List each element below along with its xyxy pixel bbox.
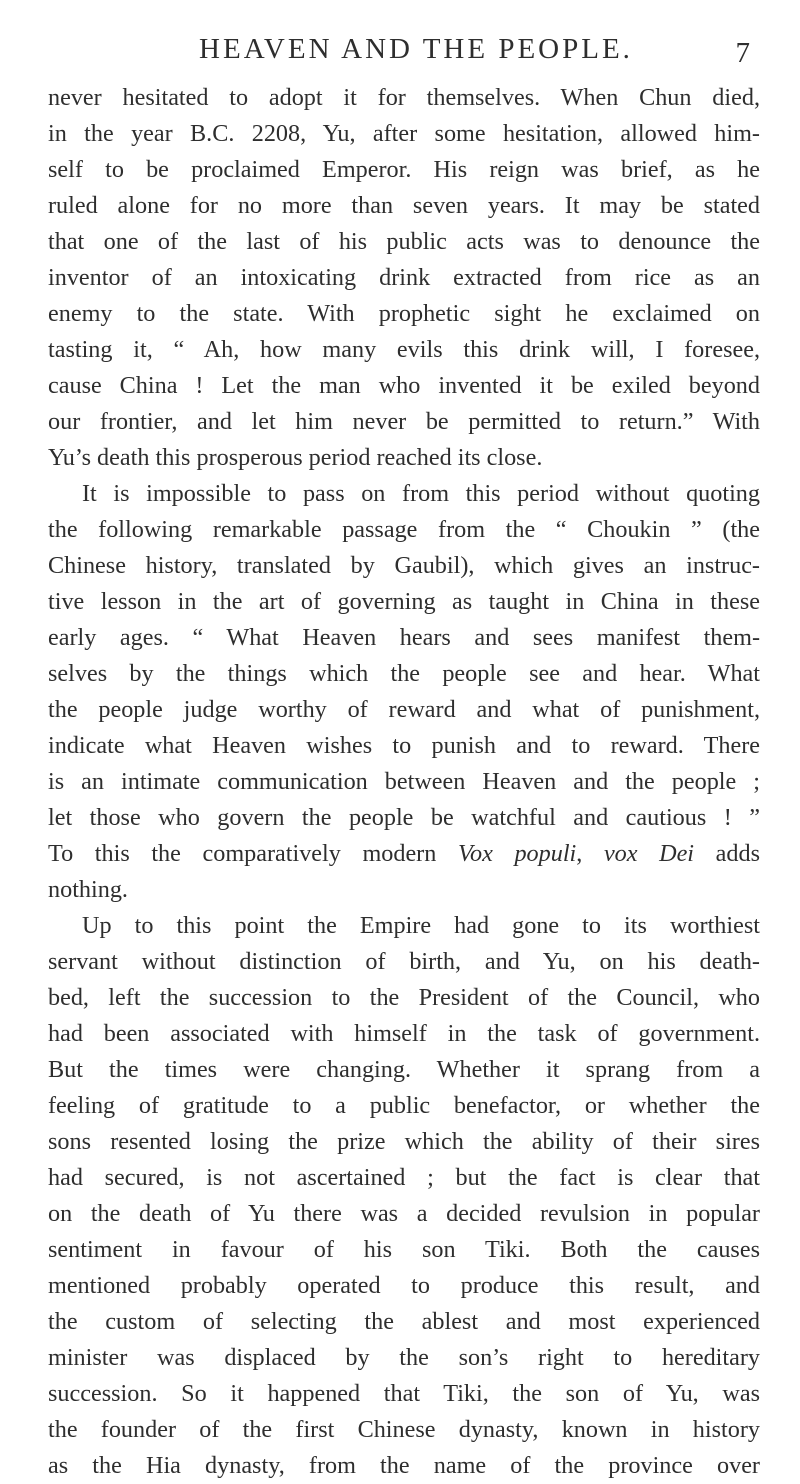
text-line: in the year B.C. 2208, Yu, after some hesitation, allowed him- [48,120,760,147]
italic-phrase: vox Dei [603,840,695,867]
text-line: selves by the things which the people see and hear. What [48,660,760,687]
text-line: mentioned probably operated to produce this result, and [48,1272,760,1299]
text-line: as the Hia dynasty, from the name of the province over [48,1452,760,1479]
text-line: It is impossible to pass on from this period without quoting [82,480,760,507]
text-line: never hesitated to adopt it for themselves. When Chun died, [48,84,760,111]
text-line: our frontier, and let him never be permitted to return.” With [48,408,760,435]
text-line: sentiment in favour of his son Tiki. Both the causes [48,1236,760,1263]
text-line: minister was displaced by the son’s right to hereditary [48,1344,760,1371]
text-line: the people judge worthy of reward and what of punishment, [48,696,760,723]
text-line: the founder of the first Chinese dynasty, known in history [48,1416,760,1443]
text-line: early ages. “ What Heaven hears and sees manifest them- [48,624,760,651]
text-line: nothing. [48,876,128,903]
text-line: To this the comparatively modern Vox populi, vox Dei adds [48,840,760,867]
text-line: succession. So it happened that Tiki, the son of Yu, was [48,1380,760,1407]
body-text [48,80,760,1484]
text-line: cause China ! Let the man who invented it be exiled beyond [48,372,760,399]
text-line: tasting it, “ Ah, how many evils this drink will, I foresee, [48,336,760,363]
text-line: indicate what Heaven wishes to punish and to reward. There [48,732,760,759]
running-title: HEAVEN AND THE PEOPLE. [199,33,633,65]
text-line: Yu’s death this prosperous period reached its close. [48,444,543,471]
text-line: enemy to the state. With prophetic sight he exclaimed on [48,300,760,327]
text-line: sons resented losing the prize which the ability of their sires [48,1128,760,1155]
text-line: had been associated with himself in the task of government. [48,1020,760,1047]
text-line: the custom of selecting the ablest and most experienced [48,1308,760,1335]
text-line: on the death of Yu there was a decided revulsion in popular [48,1200,760,1227]
text-line: the following remarkable passage from the “ Choukin ” (the [48,516,760,543]
text-line: let those who govern the people be watchful and cautious ! ” [48,804,760,831]
text-line: that one of the last of his public acts was to denounce the [48,228,760,255]
text-line: bed, left the succession to the President of the Council, who [48,984,760,1011]
text-line: is an intimate communication between Heaven and the people ; [48,768,760,795]
text-line: had secured, is not ascertained ; but the fact is clear that [48,1164,760,1191]
italic-phrase: Vox populi [457,840,577,867]
running-head [88,28,750,69]
text-line: Chinese history, translated by Gaubil), which gives an instruc- [48,552,760,579]
text-line: feeling of gratitude to a public benefactor, or whether the [48,1092,760,1119]
text-line: inventor of an intoxicating drink extracted from rice as an [48,264,760,291]
page-number: 7 [735,37,750,69]
text-line: But the times were changing. Whether it sprang from a [48,1056,760,1083]
text-line: Up to this point the Empire had gone to its worthiest [82,912,760,939]
text-line: servant without distinction of birth, and Yu, on his death- [48,948,760,975]
text-line: tive lesson in the art of governing as taught in China in these [48,588,760,615]
text-line: self to be proclaimed Emperor. His reign was brief, as he [48,156,760,183]
text-line: ruled alone for no more than seven years. It may be stated [48,192,760,219]
